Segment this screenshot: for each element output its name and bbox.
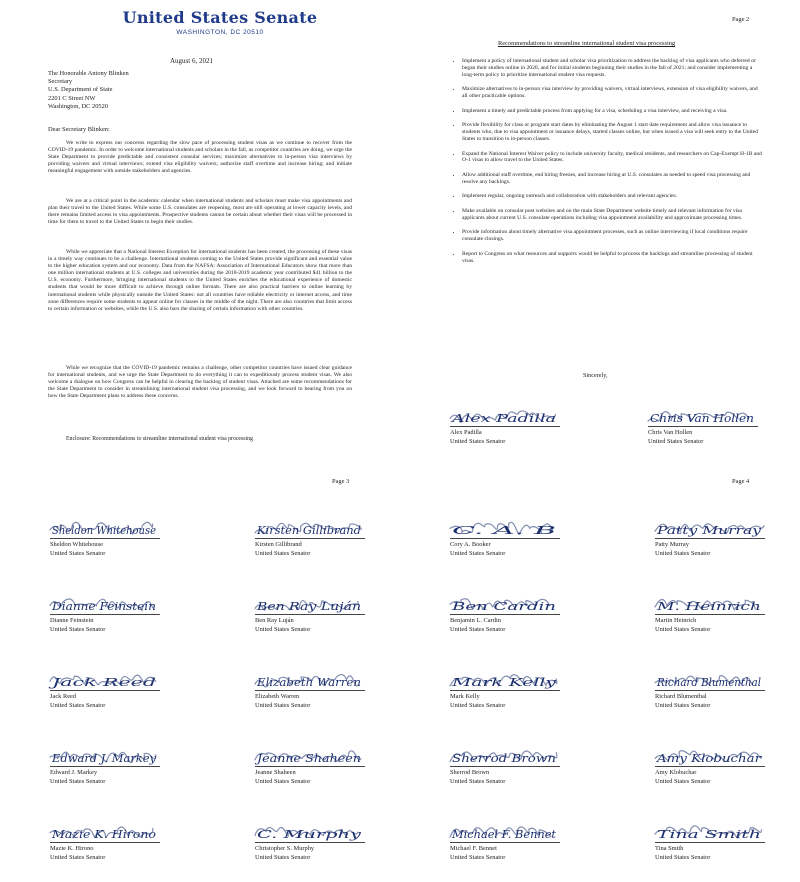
- signer-name: Chris Van Hollen: [648, 429, 693, 436]
- signature-block: [255, 662, 395, 718]
- signature-line: [255, 690, 365, 691]
- recommendation-item: • Expand the National Interest Waiver policy to include university faculty, medical residents, and researchers on Cap-Exempt H-1B and O-1 visas to allow travel to the United States.: [462, 151, 764, 165]
- signature-line: [655, 842, 765, 843]
- recommendation-item: • Report to Congress on what resources and supports would be helpful to process the backlogs and streamline processing of student visas.: [462, 251, 764, 265]
- signature-block: [648, 398, 788, 454]
- signature-script: C. Murphy: [257, 828, 363, 841]
- signer-title: United States Senator: [50, 626, 106, 633]
- signature-script: Mark Kelly: [450, 676, 558, 689]
- recommendations-heading: Recommendations to streamline international student visa processing: [498, 40, 676, 47]
- signature-line: [450, 766, 560, 767]
- signer-title: United States Senator: [655, 626, 711, 633]
- handwritten-signature: [444, 586, 568, 620]
- signer-name: Christopher S. Murphy: [255, 845, 315, 852]
- signature-block: [450, 398, 590, 454]
- signer-title: United States Senator: [450, 550, 506, 557]
- letter-date: August 6, 2021: [170, 57, 213, 65]
- signer-title: United States Senator: [450, 854, 506, 861]
- signer-name: Ben Ray Luján: [255, 617, 294, 624]
- signature-script: Mazie K. Hirono: [50, 828, 157, 841]
- enclosure-note: Enclosure: Recommendations to streamline international student visa processing: [66, 436, 253, 442]
- signer-title: United States Senator: [655, 550, 711, 557]
- signer-name: Kirsten Gillibrand: [255, 541, 302, 548]
- letter-page-1: [0, 0, 400, 470]
- handwritten-signature: [444, 398, 568, 432]
- recipient-address: [48, 70, 129, 111]
- recommendation-item: • Implement a policy of international student and scholar visa prioritization to address the backlog of visa applicants who deferred or began their studies online in 2020, and for initial students beginning their studies in the fall of 2021; and consider implementing a long-term policy to prioritize international student visa requests.: [462, 58, 764, 79]
- signer-title: United States Senator: [255, 854, 311, 861]
- signature-line: [655, 766, 765, 767]
- letter-page-3: [0, 470, 400, 882]
- signature-script: Kirsten Gillibrand: [255, 524, 361, 537]
- signature-block: [255, 586, 395, 642]
- handwritten-signature: [649, 662, 773, 696]
- signature-line: [50, 690, 160, 691]
- signature-block: [655, 586, 795, 642]
- handwritten-signature: [444, 738, 568, 772]
- handwritten-signature: [249, 586, 373, 620]
- signature-script: Ben Ray Luján: [255, 600, 361, 613]
- signer-name: Tina Smith: [655, 845, 684, 852]
- page-number: Page 4: [732, 478, 750, 485]
- signature-line: [50, 766, 160, 767]
- handwritten-signature: [649, 814, 773, 848]
- signer-title: United States Senator: [255, 626, 311, 633]
- handwritten-signature: [249, 662, 373, 696]
- signature-block: [450, 510, 590, 566]
- signature-line: [655, 614, 765, 615]
- signature-line: [50, 614, 160, 615]
- signature-script: Sheldon Whitehouse: [52, 524, 157, 537]
- signature-script: Dianne Feinstein: [50, 600, 156, 613]
- signer-name: Alex Padilla: [450, 429, 482, 436]
- body-paragraph-3: While we appreciate that a National Interest Exception for international students has been created, the processing of these visas in a timely way continues to be a challenge. International students coming to the United States provide significant and essential value to the higher education system and our economy. Data from the NAFSA: Association of International Educators show that more than one million international students at U.S. colleges and universities during the 2018-2019 academic year contributed $41 billion to the U.S. economy. Furthermore, bringing international students to the United States enriches the educational experience of domestic students that would be more difficult to achieve through online formats. There are also practical barriers to online learning by international students while physically outside the United States: not all countries have reliable electricity or internet access, and time zone differences require some students to appear online for classes in the middle of the night. There are also countries that limit access to certain information or websites, while the U.S. also bars the sharing of certain information with other countries.: [48, 249, 352, 312]
- signature-script: C. A. B: [452, 524, 556, 537]
- recommendation-item: • Implement a timely and predictable process from applying for a visa, scheduling a visa interview, and receiving a visa.: [462, 108, 764, 115]
- signer-name: Elizabeth Warren: [255, 693, 300, 700]
- signer-name: Jeanne Shaheen: [255, 769, 296, 776]
- signature-line: [450, 842, 560, 843]
- handwritten-signature: [444, 814, 568, 848]
- signature-block: [255, 510, 395, 566]
- signer-title: United States Senator: [50, 550, 106, 557]
- signer-name: Patty Murray: [655, 541, 689, 548]
- signer-title: United States Senator: [648, 438, 704, 445]
- address-line: The Honorable Antony Blinken: [48, 70, 129, 77]
- signature-line: [50, 842, 160, 843]
- signer-name: Jack Reed: [50, 693, 77, 700]
- signer-title: United States Senator: [50, 702, 106, 709]
- handwritten-signature: [44, 586, 168, 620]
- signature-line: [255, 614, 365, 615]
- signature-block: [255, 814, 395, 870]
- letter-page-4: [400, 470, 800, 882]
- signature-script: Patty Murray: [655, 524, 763, 537]
- page-number: Page 3: [332, 478, 350, 485]
- address-line: Secretary: [48, 78, 73, 86]
- address-line: 2201 C Street NW: [48, 94, 96, 102]
- handwritten-signature: [249, 510, 373, 544]
- handwritten-signature: [649, 586, 773, 620]
- signer-name: Benjamin L. Cardin: [450, 617, 501, 624]
- signature-script: Elizabeth Warren: [255, 676, 361, 689]
- signer-title: United States Senator: [655, 854, 711, 861]
- signer-title: United States Senator: [450, 702, 506, 709]
- signature-block: [50, 662, 190, 718]
- signature-line: [255, 766, 365, 767]
- signature-block: [50, 510, 190, 566]
- signer-title: United States Senator: [450, 438, 506, 445]
- signer-title: United States Senator: [450, 778, 506, 785]
- body-paragraph-2: We are at a critical point in the academic calendar when international students and scholars must make visa appointments and plan their travel to the United States. While some U.S. consulates are reopening, most are still operating at lower capacity levels, and there remains limited access to visa appointments. Prospective students cannot be certain about whether their visas will be processed in time for them to travel to the United States to begin their studies.: [48, 198, 352, 226]
- signer-title: United States Senator: [655, 778, 711, 785]
- signer-title: United States Senator: [50, 854, 106, 861]
- signature-line: [648, 426, 758, 427]
- signer-title: United States Senator: [255, 702, 311, 709]
- handwritten-signature: [444, 662, 568, 696]
- signature-script: Tina Smith: [657, 828, 761, 841]
- signer-name: Cory A. Booker: [450, 541, 491, 548]
- body-paragraph-4: While we recognize that the COVID-19 pandemic remains a challenge, other competitor countries have issued clear guidance for international students, and we urge the State Department to do everything it can to expeditiously process student visas. We also welcome a dialogue on how Congress can be helpful in clearing the backlog of student visas. Attached are some recommendations for the State Department to consider in streamlining international student visa processing, and we look forward to hearing from you on how the State Department plans to address these concerns.: [48, 365, 352, 400]
- signature-block: [450, 586, 590, 642]
- signature-line: [255, 538, 365, 539]
- handwritten-signature: [44, 510, 168, 544]
- letter-page-2: [400, 0, 800, 470]
- salutation: Dear Secretary Blinken:: [48, 126, 110, 133]
- signer-name: Martin Heinrich: [655, 617, 697, 624]
- signer-name: Michael F. Bennet: [450, 845, 497, 852]
- signer-title: United States Senator: [255, 550, 311, 557]
- signer-title: United States Senator: [655, 702, 711, 709]
- handwritten-signature: [649, 510, 773, 544]
- signature-script: Chris Van Hollen: [650, 412, 754, 425]
- signature-line: [450, 614, 560, 615]
- page-number: Page 2: [732, 16, 750, 23]
- recommendation-item: • Maximize alternatives to in-person visa interview by providing waivers, virtual interviews, extension of visa eligibility waivers, and all other practicable options.: [462, 86, 764, 100]
- signature-block: [50, 586, 190, 642]
- signature-block: [655, 738, 795, 794]
- signature-block: [50, 738, 190, 794]
- signer-title: United States Senator: [450, 626, 506, 633]
- recommendations-list: [450, 58, 764, 272]
- signer-name: Mazie K. Hirono: [50, 845, 94, 852]
- signer-name: Sherrod Brown: [450, 769, 490, 776]
- recommendation-item: • Make available on consular post websites and on the main State Department website timely and relevant information for visa applicants about current U.S. consulate operations including visa appointment availability and approximate processing times.: [462, 208, 764, 222]
- recommendation-item: • Provide information about timely alternative visa appointment processes, such as online interviewing if local conditions require consulate closings.: [462, 229, 764, 243]
- handwritten-signature: [249, 738, 373, 772]
- signature-block: [450, 814, 590, 870]
- signer-name: Amy Klobuchar: [655, 769, 697, 776]
- signature-block: [450, 738, 590, 794]
- signer-name: Dianne Feinstein: [50, 617, 94, 624]
- recommendation-item: • Provide flexibility for class or program start dates by eliminating the August 1 start date requirement and allow visa issuance to students who, due to visa appointment or issuance delays, started classes online, but when issued a visa will seek entry to the United States to transition to in-person classes.: [462, 122, 764, 143]
- handwritten-signature: [44, 814, 168, 848]
- recommendation-item: • Implement regular, ongoing outreach and collaboration with stakeholders and relevant agencies.: [462, 193, 764, 200]
- signature-script: Edward J. Markey: [50, 752, 157, 765]
- signature-line: [655, 690, 765, 691]
- signature-script: Sherrod Brown: [452, 752, 556, 765]
- handwritten-signature: [444, 510, 568, 544]
- signature-script: Jack Reed: [48, 676, 156, 689]
- signer-title: United States Senator: [50, 778, 106, 785]
- signer-name: Mark Kelly: [450, 693, 480, 700]
- signature-block: [50, 814, 190, 870]
- signature-script: Michael F. Bennet: [450, 828, 557, 841]
- recommendation-item: • Allow additional staff overtime, end hiring freezes, and increase hiring at U.S. consulates as needed to speed visa processing and resolve any backlogs.: [462, 172, 764, 186]
- handwritten-signature: [44, 662, 168, 696]
- signer-name: Edward J. Markey: [50, 769, 98, 776]
- signature-block: [450, 662, 590, 718]
- signer-title: United States Senator: [255, 778, 311, 785]
- signature-line: [450, 426, 560, 427]
- signature-block: [655, 662, 795, 718]
- signature-block: [255, 738, 395, 794]
- signature-script: Alex Padilla: [450, 412, 556, 425]
- signature-script: Richard Blumenthal: [656, 676, 762, 689]
- signature-block: [655, 814, 795, 870]
- signature-script: M. Heinrich: [655, 600, 761, 613]
- signature-block: [655, 510, 795, 566]
- handwritten-signature: [642, 398, 766, 432]
- handwritten-signature: [249, 814, 373, 848]
- body-paragraph-1: We write to express our concerns regarding the slow pace of processing student visas as we continue to recover from the COVID-19 pandemic. In order to welcome international students and scholars in the fall, as competitor countries are doing, we urge the State Department to provide predictable and consistent consular services; maximize alternatives to in-person visa interviews by providing waivers and virtual interviews; extend visa eligibility waivers; authorize staff overtime and increase hiring; and initiate meaningful engagement with outside stakeholders and agencies.: [48, 140, 352, 175]
- signature-script: Ben Cardin: [450, 600, 556, 613]
- signature-line: [50, 538, 160, 539]
- closing: Sincerely,: [583, 372, 608, 379]
- signature-script: Amy Klobuchar: [655, 752, 762, 765]
- handwritten-signature: [649, 738, 773, 772]
- signature-line: [255, 842, 365, 843]
- signer-name: Sheldon Whitehouse: [50, 541, 103, 548]
- handwritten-signature: [44, 738, 168, 772]
- address-line: U.S. Department of State: [48, 86, 113, 94]
- letterhead-subtitle: WASHINGTON, DC 20510: [176, 29, 264, 36]
- signature-line: [655, 538, 765, 539]
- signer-name: Richard Blumenthal: [655, 693, 707, 700]
- address-line: Washington, DC 20520: [48, 102, 109, 110]
- signature-script: Jeanne Shaheen: [254, 752, 361, 765]
- letterhead-title: United States Senate: [122, 8, 318, 27]
- signature-line: [450, 538, 560, 539]
- signature-line: [450, 690, 560, 691]
